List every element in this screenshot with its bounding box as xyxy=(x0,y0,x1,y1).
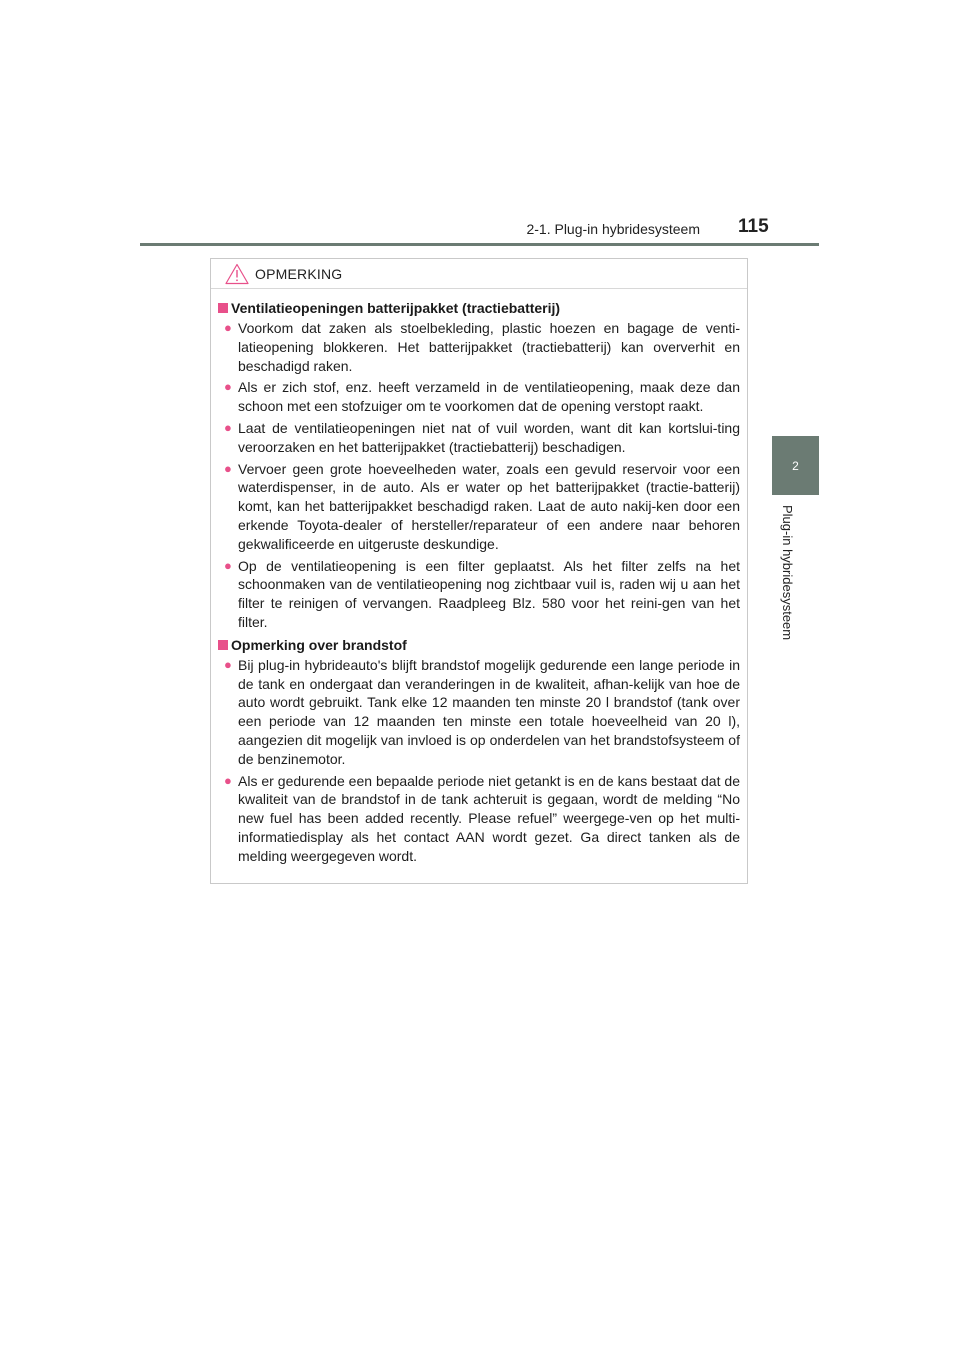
header-section-title: 2-1. Plug-in hybridesysteem xyxy=(526,221,700,237)
notice-header xyxy=(211,259,747,289)
section-items xyxy=(218,656,740,866)
circle-bullet-icon: ● xyxy=(224,379,232,395)
section-title xyxy=(218,298,740,318)
notice-box xyxy=(210,258,748,884)
list-item-text: Voorkom dat zaken als stoelbekleding, plastic hoezen en bagage de venti-latieopening blokkeren. Het batterijpakket (tractiebatterij) kan oververhit en beschadigd raken. xyxy=(238,320,740,374)
list-item-text: Op de ventilatieopening is een filter geplaatst. Als het filter zelfs na het schoonmaken van de ventilatieopening nog zichtbaar vuil is, raden wij u aan het filter te reinigen of vervangen. Raadpleeg Blz. 580 voor het reini-gen van het filter. xyxy=(238,557,740,630)
list-item-text: Als er gedurende een bepaalde periode niet getankt is en de kans bestaat dat de kwaliteit van de brandstof in de tank achteruit is gegaan, wordt de melding “No new fuel has been added recently. Please refuel” weergege-ven op het multi-informatiedisplay als het contact AAN wordt gezet. Ga direct tanken als de melding weergegeven wordt. xyxy=(238,772,740,864)
section-title-text: Ventilatieopeningen batterijpakket (tractiebatterij) xyxy=(231,300,561,316)
page-number: 115 xyxy=(738,216,769,237)
circle-bullet-icon: ● xyxy=(224,320,232,335)
notice-title: OPMERKING xyxy=(255,265,343,282)
list-item xyxy=(218,460,740,554)
list-item-text: Vervoer geen grote hoeveelheden water, zoals een gevuld reservoir voor een waterdispenser, in de auto. Als er water op het batterijpakket (tractie-batterij) komt, kan het batterijpakket beschadigd raken. Laat de auto nakij-ken door een erkende Toyota-dealer of hersteller/reparateur of een andere naar behoren gekwalificeerde en uitgeruste deskundige. xyxy=(238,460,740,552)
list-item xyxy=(218,656,740,769)
chapter-tab-label: Plug-in hybridesysteem xyxy=(780,505,795,641)
list-item xyxy=(218,772,740,866)
section-title xyxy=(218,635,740,655)
circle-bullet-icon: ● xyxy=(224,557,232,573)
square-bullet-icon xyxy=(218,640,228,650)
circle-bullet-icon: ● xyxy=(224,460,232,476)
list-item-text: Bij plug-in hybrideauto's blijft brandstof mogelijk gedurende een lange periode in de tank en ondergaat dan veranderingen in de kwaliteit, afhan-kelijk van hoe de auto wordt gebruikt. Tank elke 12 maanden ten minste 20 l brandstof (tank over een periode van 12 maanden ten minste een totale hoeveelheid van 20 l), aangezien dit mogelijk van invloed is op onderdelen van het brandstofsysteem of de benzinemotor. xyxy=(238,656,740,767)
list-item-text: Laat de ventilatieopeningen niet nat of vuil worden, want dit kan kortslui-ting veroorzaken en het batterijpakket (tractiebatterij) beschadigen. xyxy=(238,419,740,455)
chapter-tab xyxy=(772,436,819,495)
square-bullet-icon xyxy=(218,303,228,313)
circle-bullet-icon: ● xyxy=(224,772,232,788)
list-item xyxy=(218,419,740,457)
circle-bullet-icon: ● xyxy=(224,419,232,435)
list-item xyxy=(218,319,740,375)
section-items xyxy=(218,319,740,632)
chapter-tab-number: 2 xyxy=(792,458,799,473)
list-item xyxy=(218,557,740,632)
header-divider xyxy=(140,243,819,246)
list-item xyxy=(218,378,740,416)
notice-body xyxy=(211,289,747,866)
circle-bullet-icon: ● xyxy=(224,656,232,672)
warning-triangle-icon xyxy=(225,263,249,285)
list-item-text: Als er zich stof, enz. heeft verzameld in de ventilatieopening, maak deze dan schoon met een stofzuiger om te voorkomen dat de opening verstopt raakt. xyxy=(238,379,740,415)
section-title-text: Opmerking over brandstof xyxy=(231,636,407,653)
